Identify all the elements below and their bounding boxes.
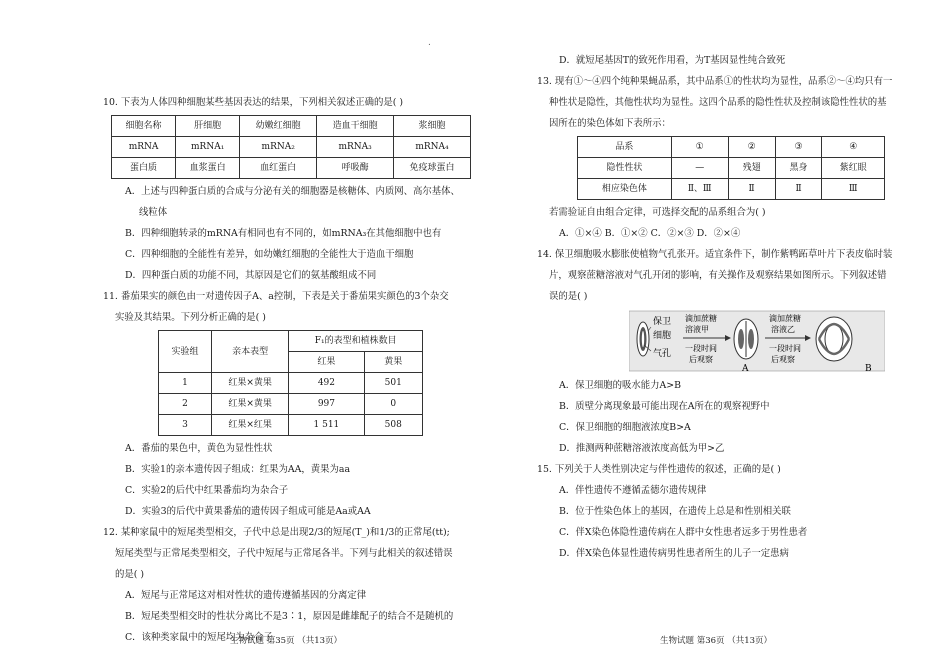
arrow2-label: 滴加蔗糖	[769, 314, 801, 323]
q11-header-parent: 亲本表型	[211, 331, 288, 373]
q13-table	[577, 136, 885, 200]
left-footer: 生物试题 第35页 （共13页）	[230, 636, 343, 646]
q13-cell: 紫红眼	[822, 158, 885, 179]
q15-option-d: D．伴X染色体显性遗传病男性患者所生的儿子一定患病	[559, 548, 789, 559]
label-b: B	[865, 364, 872, 373]
q11-header-red: 红果	[289, 352, 364, 373]
q10-option-a-cont: 线粒体	[139, 207, 168, 218]
q12-option-a: A．短尾与正常尾这对相对性状的遗传遵循基因的分离定律	[125, 590, 367, 601]
q10-option-d: D．四种蛋白质的功能不同，其原因是它们的氨基酸组成不同	[125, 270, 377, 281]
q10-cell: 免疫球蛋白	[394, 158, 471, 179]
q13-cell: Ⅲ	[822, 179, 885, 200]
q15-stem: 15. 下列关于人类性别决定与伴性遗传的叙述，正确的是( )	[537, 464, 781, 475]
left-column	[103, 92, 473, 648]
q14-option-b: B．质壁分离现象最可能出现在A所在的观察视野中	[559, 401, 770, 412]
q12-option-d: D．就短尾基因T的致死作用看，为T基因显性纯合致死	[559, 55, 786, 66]
q15-option-c: C．伴X染色体隐性遗传病在人群中女性患者远多于男性患者	[559, 527, 808, 538]
q11-cell: 508	[364, 415, 422, 436]
q11-cell: 红果×黄果	[211, 394, 288, 415]
q10-cell: 造血干细胞	[317, 116, 394, 137]
q10-cell: 呼吸酶	[317, 158, 394, 179]
arrow1-label: 溶液甲	[685, 325, 709, 334]
right-column	[537, 50, 907, 564]
q10-cell: mRNA	[112, 137, 176, 158]
arrow2-label: 一段时间	[769, 344, 801, 353]
q12-option-c: C．该种类家鼠中的短尾均为杂合子	[125, 632, 273, 643]
q13-cell: ③	[775, 137, 822, 158]
q14-option-c: C．保卫细胞的细胞液浓度B>A	[559, 422, 691, 433]
q11-header-f1: F₁的表型和植株数目	[289, 331, 423, 352]
q14-diagram-wrap	[629, 309, 907, 375]
q13-cell: ②	[728, 137, 775, 158]
q10-option-c: C．四种细胞的全能性有差异，如幼嫩红细胞的全能性大于造血干细胞	[125, 249, 414, 260]
q13-cell: Ⅱ	[775, 179, 822, 200]
arrow2-label: 溶液乙	[771, 325, 795, 334]
q13-stem-cont: 因所在的染色体如下表所示：	[549, 118, 671, 129]
stoma-b	[816, 317, 852, 361]
q11-cell: 1	[159, 373, 212, 394]
q10-cell: mRNA₂	[240, 137, 317, 158]
label-cell: 细胞	[653, 331, 672, 341]
q11-option-a: A．番茄的果色中，黄色为显性性状	[125, 443, 273, 454]
q13-options: A．①×④ B．①×② C．②×③ D．②×④	[559, 228, 741, 239]
q13-cell: 隐性性状	[578, 158, 672, 179]
q12-option-b: B．短尾类型相交时的性状分离比不是3∶1，原因是雌雄配子的结合不是随机的	[125, 611, 454, 622]
page-marker: .	[428, 38, 431, 48]
q12-stem-cont: 的是( )	[115, 569, 145, 580]
q10-option-a: A．上述与四种蛋白质的合成与分泌有关的细胞器是核糖体、内质网、高尔基体、	[125, 186, 460, 197]
q13-cell: ④	[822, 137, 885, 158]
q11-option-c: C．实验2的后代中红果番茄均为杂合子	[125, 485, 289, 496]
stomata-diagram	[629, 309, 885, 373]
q11-cell: 红果×红果	[211, 415, 288, 436]
q13-cell: 黑身	[775, 158, 822, 179]
q10-cell: 浆细胞	[394, 116, 471, 137]
arrow1-label: 一段时间	[685, 344, 717, 353]
q13-cell: 残翅	[728, 158, 775, 179]
q10-option-b: B．四种细胞转录的mRNA有相同也有不同的，如mRNA₃在其他细胞中也有	[125, 228, 442, 239]
q11-cell: 997	[289, 394, 364, 415]
q13-stem: 13. 现有①～④四个纯种果蝇品系，其中品系①的性状均为显性，品系②～④均只有一	[537, 76, 893, 87]
q13-cell: 品系	[578, 137, 672, 158]
arrow2-label: 后观察	[771, 355, 795, 364]
q13-cell: —	[671, 158, 728, 179]
q10-cell: 血浆蛋白	[176, 158, 240, 179]
stoma-a	[734, 319, 758, 359]
q13-cell: Ⅱ、Ⅲ	[671, 179, 728, 200]
label-guard: 保卫	[653, 317, 672, 327]
q11-cell: 492	[289, 373, 364, 394]
q13-cell: ①	[671, 137, 728, 158]
q11-header-yellow: 黄果	[364, 352, 422, 373]
q10-cell: mRNA₄	[394, 137, 471, 158]
q11-cell: 501	[364, 373, 422, 394]
q14-option-d: D．推测两种蔗糖溶液浓度高低为甲>乙	[559, 443, 725, 454]
q11-cell: 1 511	[289, 415, 364, 436]
q11-cell: 0	[364, 394, 422, 415]
q10-cell: 幼嫩红细胞	[240, 116, 317, 137]
arrow1-label: 后观察	[689, 355, 713, 364]
q10-cell: 肝细胞	[176, 116, 240, 137]
label-stoma: 气孔	[653, 349, 672, 359]
q13-cell: 相应染色体	[578, 179, 672, 200]
q11-option-d: D．实验3的后代中黄果番茄的遗传因子组成可能是Aa或AA	[125, 506, 371, 517]
q11-table	[158, 330, 423, 436]
q11-option-b: B．实验1的亲本遗传因子组成：红果为AA，黄果为aa	[125, 464, 351, 475]
arrow1-label: 滴加蔗糖	[685, 314, 717, 323]
q14-stem: 14. 保卫细胞吸水膨胀使植物气孔张开。适宜条件下，制作紫鸭跖草叶片下表皮临时装	[537, 249, 893, 260]
q15-option-b: B．位于性染色体上的基因，在遗传上总是和性别相关联	[559, 506, 791, 517]
q11-stem: 11. 番茄果实的颜色由一对遗传因子A、a控制，下表是关于番茄果实颜色的3个杂交	[103, 291, 449, 302]
q10-stem: 10. 下表为人体四种细胞某些基因表达的结果，下列相关叙述正确的是( )	[103, 97, 404, 108]
label-a: A	[742, 364, 749, 373]
q11-header-group: 实验组	[159, 331, 212, 373]
q11-cell: 3	[159, 415, 212, 436]
q13-cell: Ⅱ	[728, 179, 775, 200]
q11-cell: 红果×黄果	[211, 373, 288, 394]
q14-stem-cont: 误的是( )	[549, 291, 588, 302]
q10-cell: 细胞名称	[112, 116, 176, 137]
q10-cell: 血红蛋白	[240, 158, 317, 179]
q13-stem-cont: 种性状是隐性，其他性状均为显性。这四个品系的隐性性状及控制该隐性性状的基	[549, 97, 887, 108]
q13-after: 若需验证自由组合定律，可选择交配的品系组合为( )	[549, 207, 766, 218]
q12-stem: 12. 某种家鼠中的短尾类型相交，子代中总是出现2/3的短尾(T_)和1/3的正常尾(tt);	[103, 527, 450, 538]
q12-stem-cont: 短尾类型与正常尾类型相交，子代中短尾与正常尾各半。下列与此相关的叙述错误	[115, 548, 453, 559]
q15-option-a: A．伴性遗传不遵循孟德尔遗传规律	[559, 485, 707, 496]
right-footer: 生物试题 第36页 （共13页）	[660, 636, 773, 646]
q10-cell: mRNA₃	[317, 137, 394, 158]
q10-cell: mRNA₁	[176, 137, 240, 158]
q10-table	[111, 115, 471, 179]
q10-cell: 蛋白质	[112, 158, 176, 179]
q11-stem-cont: 实验及其结果。下列分析正确的是( )	[115, 312, 266, 323]
stoma-initial	[637, 322, 649, 356]
q11-cell: 2	[159, 394, 212, 415]
q14-option-a: A．保卫细胞的吸水能力A>B	[559, 380, 682, 391]
q14-stem-cont: 片，观察蔗糖溶液对气孔开闭的影响，有关操作及观察结果如图所示。下列叙述错	[549, 270, 887, 281]
